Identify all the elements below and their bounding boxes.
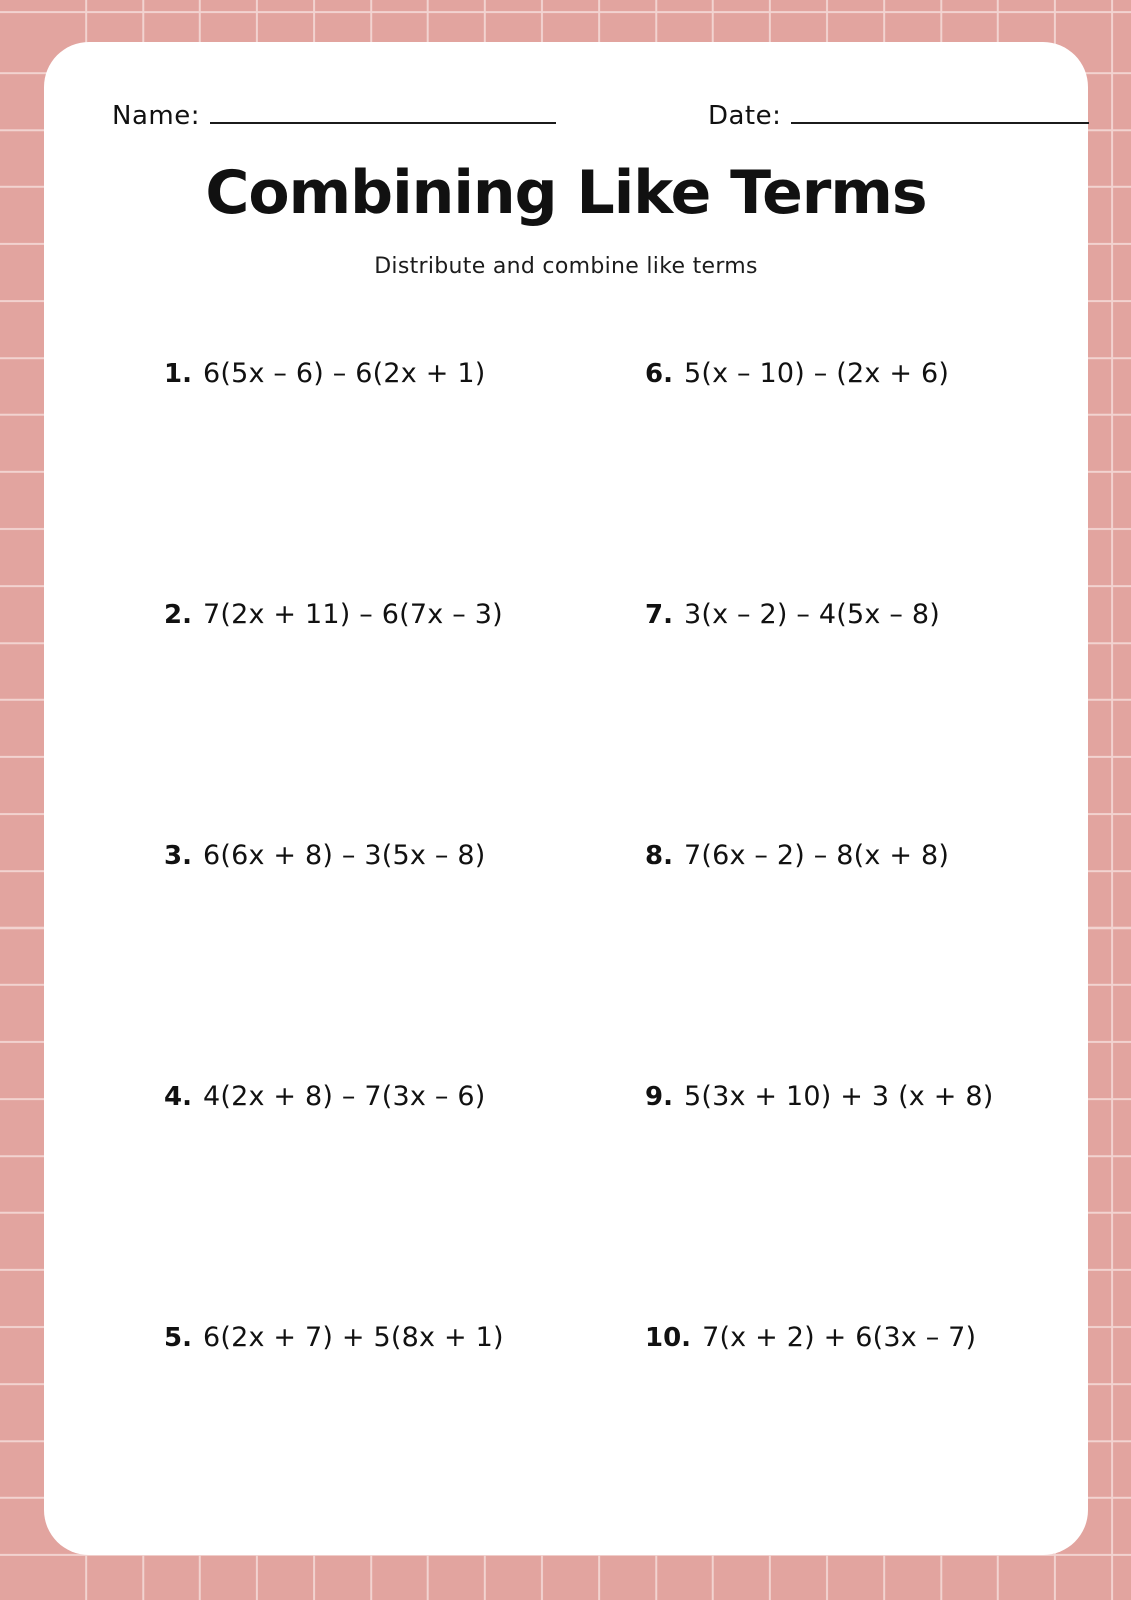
worksheet-card [44, 42, 1088, 1555]
problem-2-expression: 7(2x + 11) – 6(7x – 3) [202, 599, 503, 630]
header-fields [112, 98, 1040, 131]
date-label: Date: [707, 101, 782, 131]
problem-1 [164, 348, 645, 589]
problem-8 [645, 830, 1048, 1071]
problem-4-number: 4. [164, 1082, 192, 1112]
problem-9 [645, 1071, 1048, 1312]
problem-6 [645, 348, 1048, 589]
problem-10-number: 10. [645, 1323, 692, 1353]
worksheet-title: Combining Like Terms [205, 158, 927, 228]
problem-5-expression: 6(2x + 7) + 5(8x + 1) [202, 1322, 504, 1353]
date-field [708, 98, 1089, 131]
name-label: Name: [112, 101, 200, 131]
problems-grid [164, 348, 1048, 1553]
problem-1-expression: 6(5x – 6) – 6(2x + 1) [202, 358, 486, 389]
problem-9-expression: 5(3x + 10) + 3 (x + 8) [683, 1081, 994, 1112]
problem-3-expression: 6(6x + 8) – 3(5x – 8) [202, 840, 486, 871]
problem-4 [164, 1071, 645, 1312]
name-field [112, 98, 556, 131]
problem-8-number: 8. [645, 841, 673, 871]
problem-3 [164, 830, 645, 1071]
problem-7-expression: 3(x – 2) – 4(5x – 8) [683, 599, 940, 630]
problem-6-number: 6. [645, 359, 673, 389]
problem-1-number: 1. [164, 359, 192, 389]
problem-10 [645, 1312, 1048, 1553]
problem-9-number: 9. [645, 1082, 673, 1112]
worksheet-subtitle: Distribute and combine like terms [374, 254, 758, 279]
problem-4-expression: 4(2x + 8) – 7(3x – 6) [202, 1081, 486, 1112]
problem-2 [164, 589, 645, 830]
problem-5 [164, 1312, 645, 1553]
problem-3-number: 3. [164, 841, 192, 871]
date-blank-line [791, 98, 1089, 124]
problem-2-number: 2. [164, 600, 192, 630]
name-blank-line [210, 98, 556, 124]
problem-10-expression: 7(x + 2) + 6(3x – 7) [702, 1322, 977, 1353]
problem-5-number: 5. [164, 1323, 192, 1353]
problem-6-expression: 5(x – 10) – (2x + 6) [683, 358, 950, 389]
problem-8-expression: 7(6x – 2) – 8(x + 8) [683, 840, 950, 871]
problem-7-number: 7. [645, 600, 673, 630]
problem-7 [645, 589, 1048, 830]
